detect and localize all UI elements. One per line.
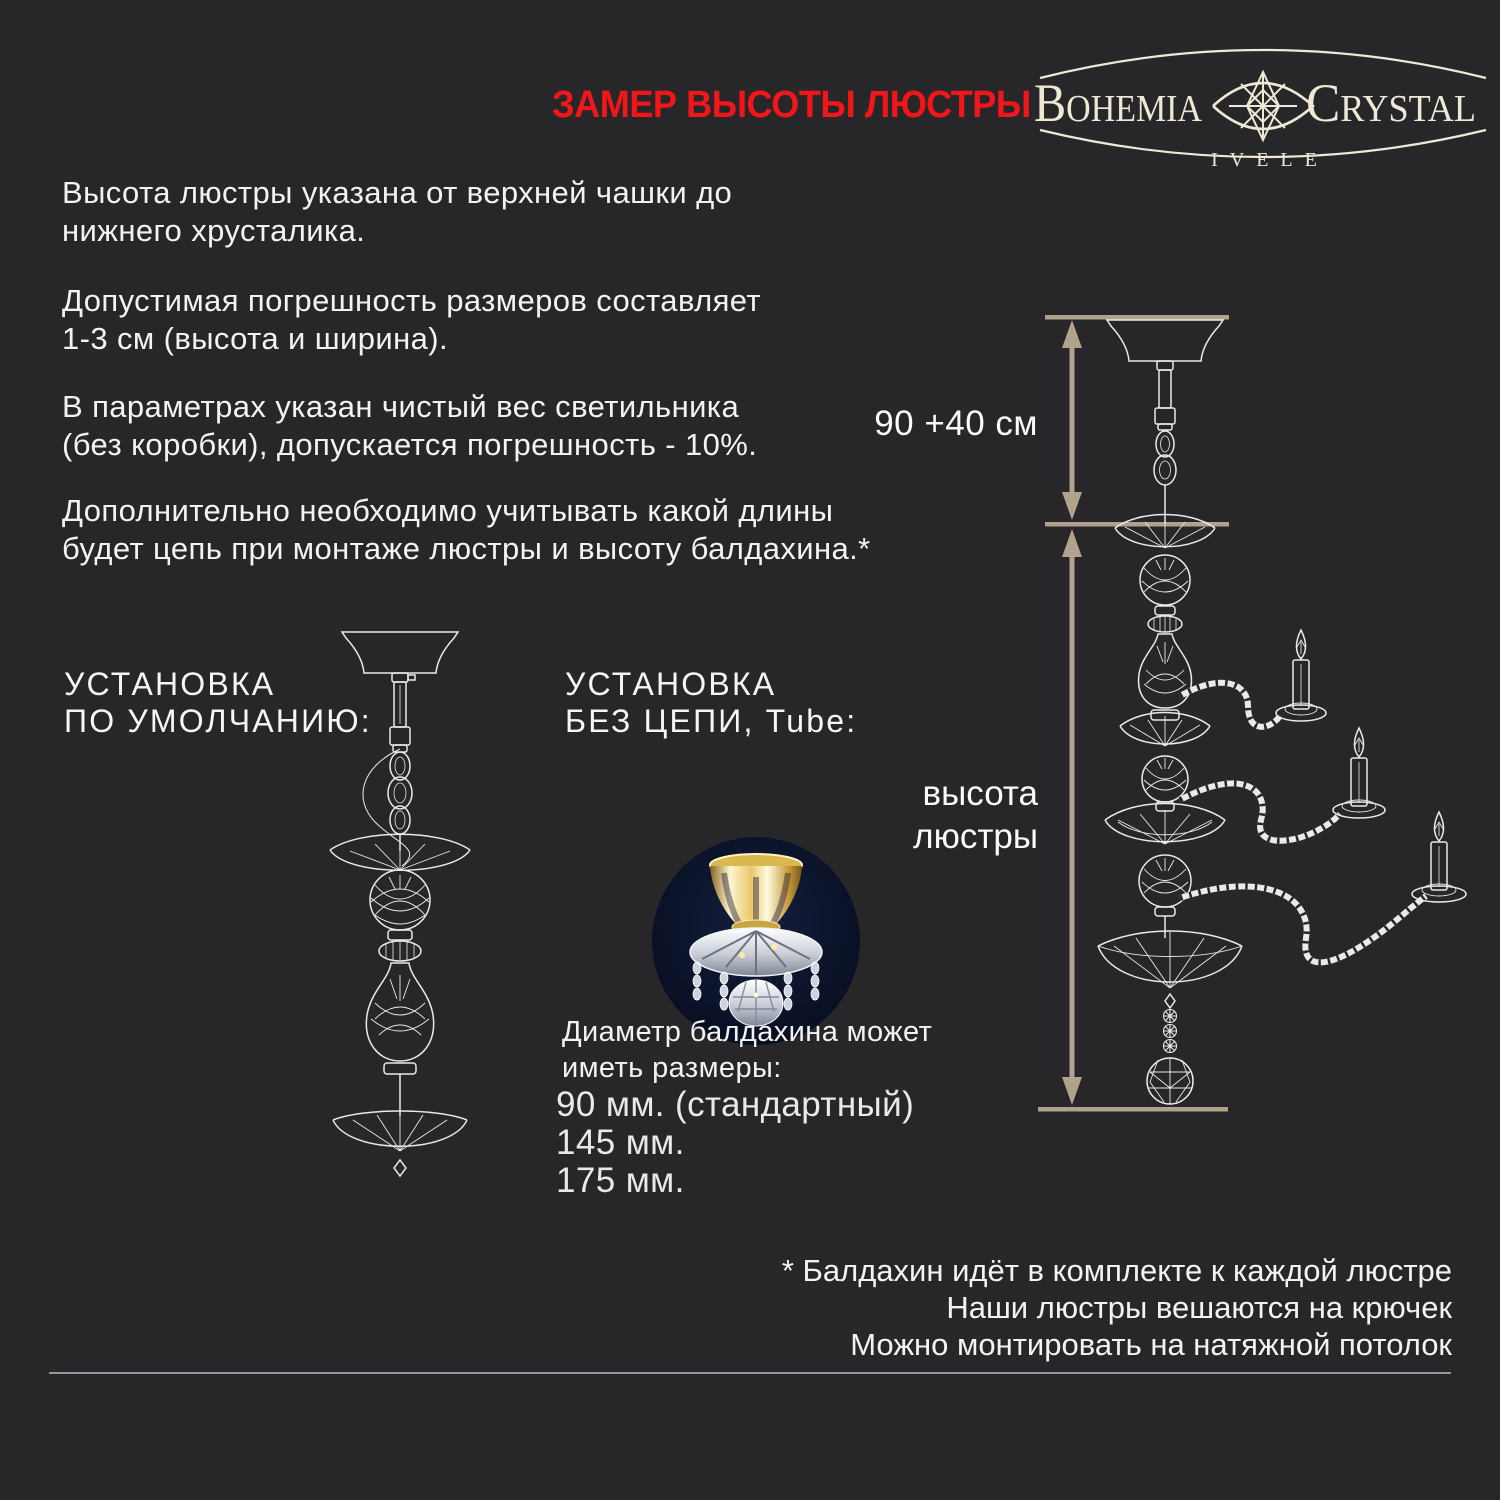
canopy-size-item: 145 мм. [556,1123,685,1162]
paragraph-line: нижнего хрусталика. [62,213,366,248]
paragraph-line: будет цепь при монтаже люстры и высоту балдахина.* [62,531,871,566]
bottom-divider [49,1372,1451,1374]
paragraph-line: Высота люстры указана от верхней чашки до [62,175,733,210]
section-label-line: УСТАНОВКА [565,666,777,702]
canopy-diameter-label [562,1014,932,1086]
measurement-arrows-icon [1038,315,1229,1112]
paragraph-chain-note [62,492,871,568]
canopy-size-list [556,1086,914,1200]
height-label-line: высота [922,774,1038,813]
footnotes-block [782,1252,1452,1363]
paragraph-weight-note [62,388,757,464]
section-label-line: ПО УМОЛЧАНИЮ: [64,703,372,739]
crystal-gem-icon [1213,72,1313,140]
paragraph-height-note [62,174,732,250]
footnote-line: Наши люстры вешаются на крючек [946,1290,1452,1325]
brand-logo [1032,20,1494,188]
section-tube-install-label [565,666,857,740]
paragraph-line: Допустимая погрешность размеров составляет [62,283,761,318]
paragraph-line: (без коробки), допускается погрешность - 10%. [62,427,758,462]
chain-length-label: 90 +40 см [874,404,1038,443]
logo-subtitle-ivele: IVELE [1211,149,1329,171]
logo-word-crystal: Crystal [1306,73,1476,133]
paragraph-tolerance-note [62,282,761,358]
canopy-label-line: Диаметр балдахина может [562,1016,933,1048]
footnote-line: * Балдахин идёт в комплекте к каждой люстре [781,1253,1452,1288]
page-title: ЗАМЕР ВЫСОТЫ ЛЮСТРЫ [552,84,1031,126]
canopy-size-item: 175 мм. [556,1161,685,1200]
paragraph-line: В параметрах указан чистый вес светильника [62,389,740,424]
chandelier-line-art [1098,320,1466,1104]
logo-word-bohemia: Bohemia [1034,73,1203,133]
section-label-line: БЕЗ ЦЕПИ, Tube: [565,703,858,739]
footnote-line: Можно монтировать на натяжной потолок [850,1327,1452,1362]
height-label-line: люстры [913,817,1038,856]
default-install-chandelier-drawing [305,623,495,1208]
paragraph-line: 1-3 см (высота и ширина). [62,321,448,356]
section-label-line: УСТАНОВКА [64,666,276,702]
measured-chandelier-drawing [1018,298,1500,1140]
canopy-label-line: иметь размеры: [562,1052,782,1084]
paragraph-line: Дополнительно необходимо учитывать какой длины [62,493,834,528]
canopy-size-item: 90 мм. (стандартный) [556,1085,915,1124]
